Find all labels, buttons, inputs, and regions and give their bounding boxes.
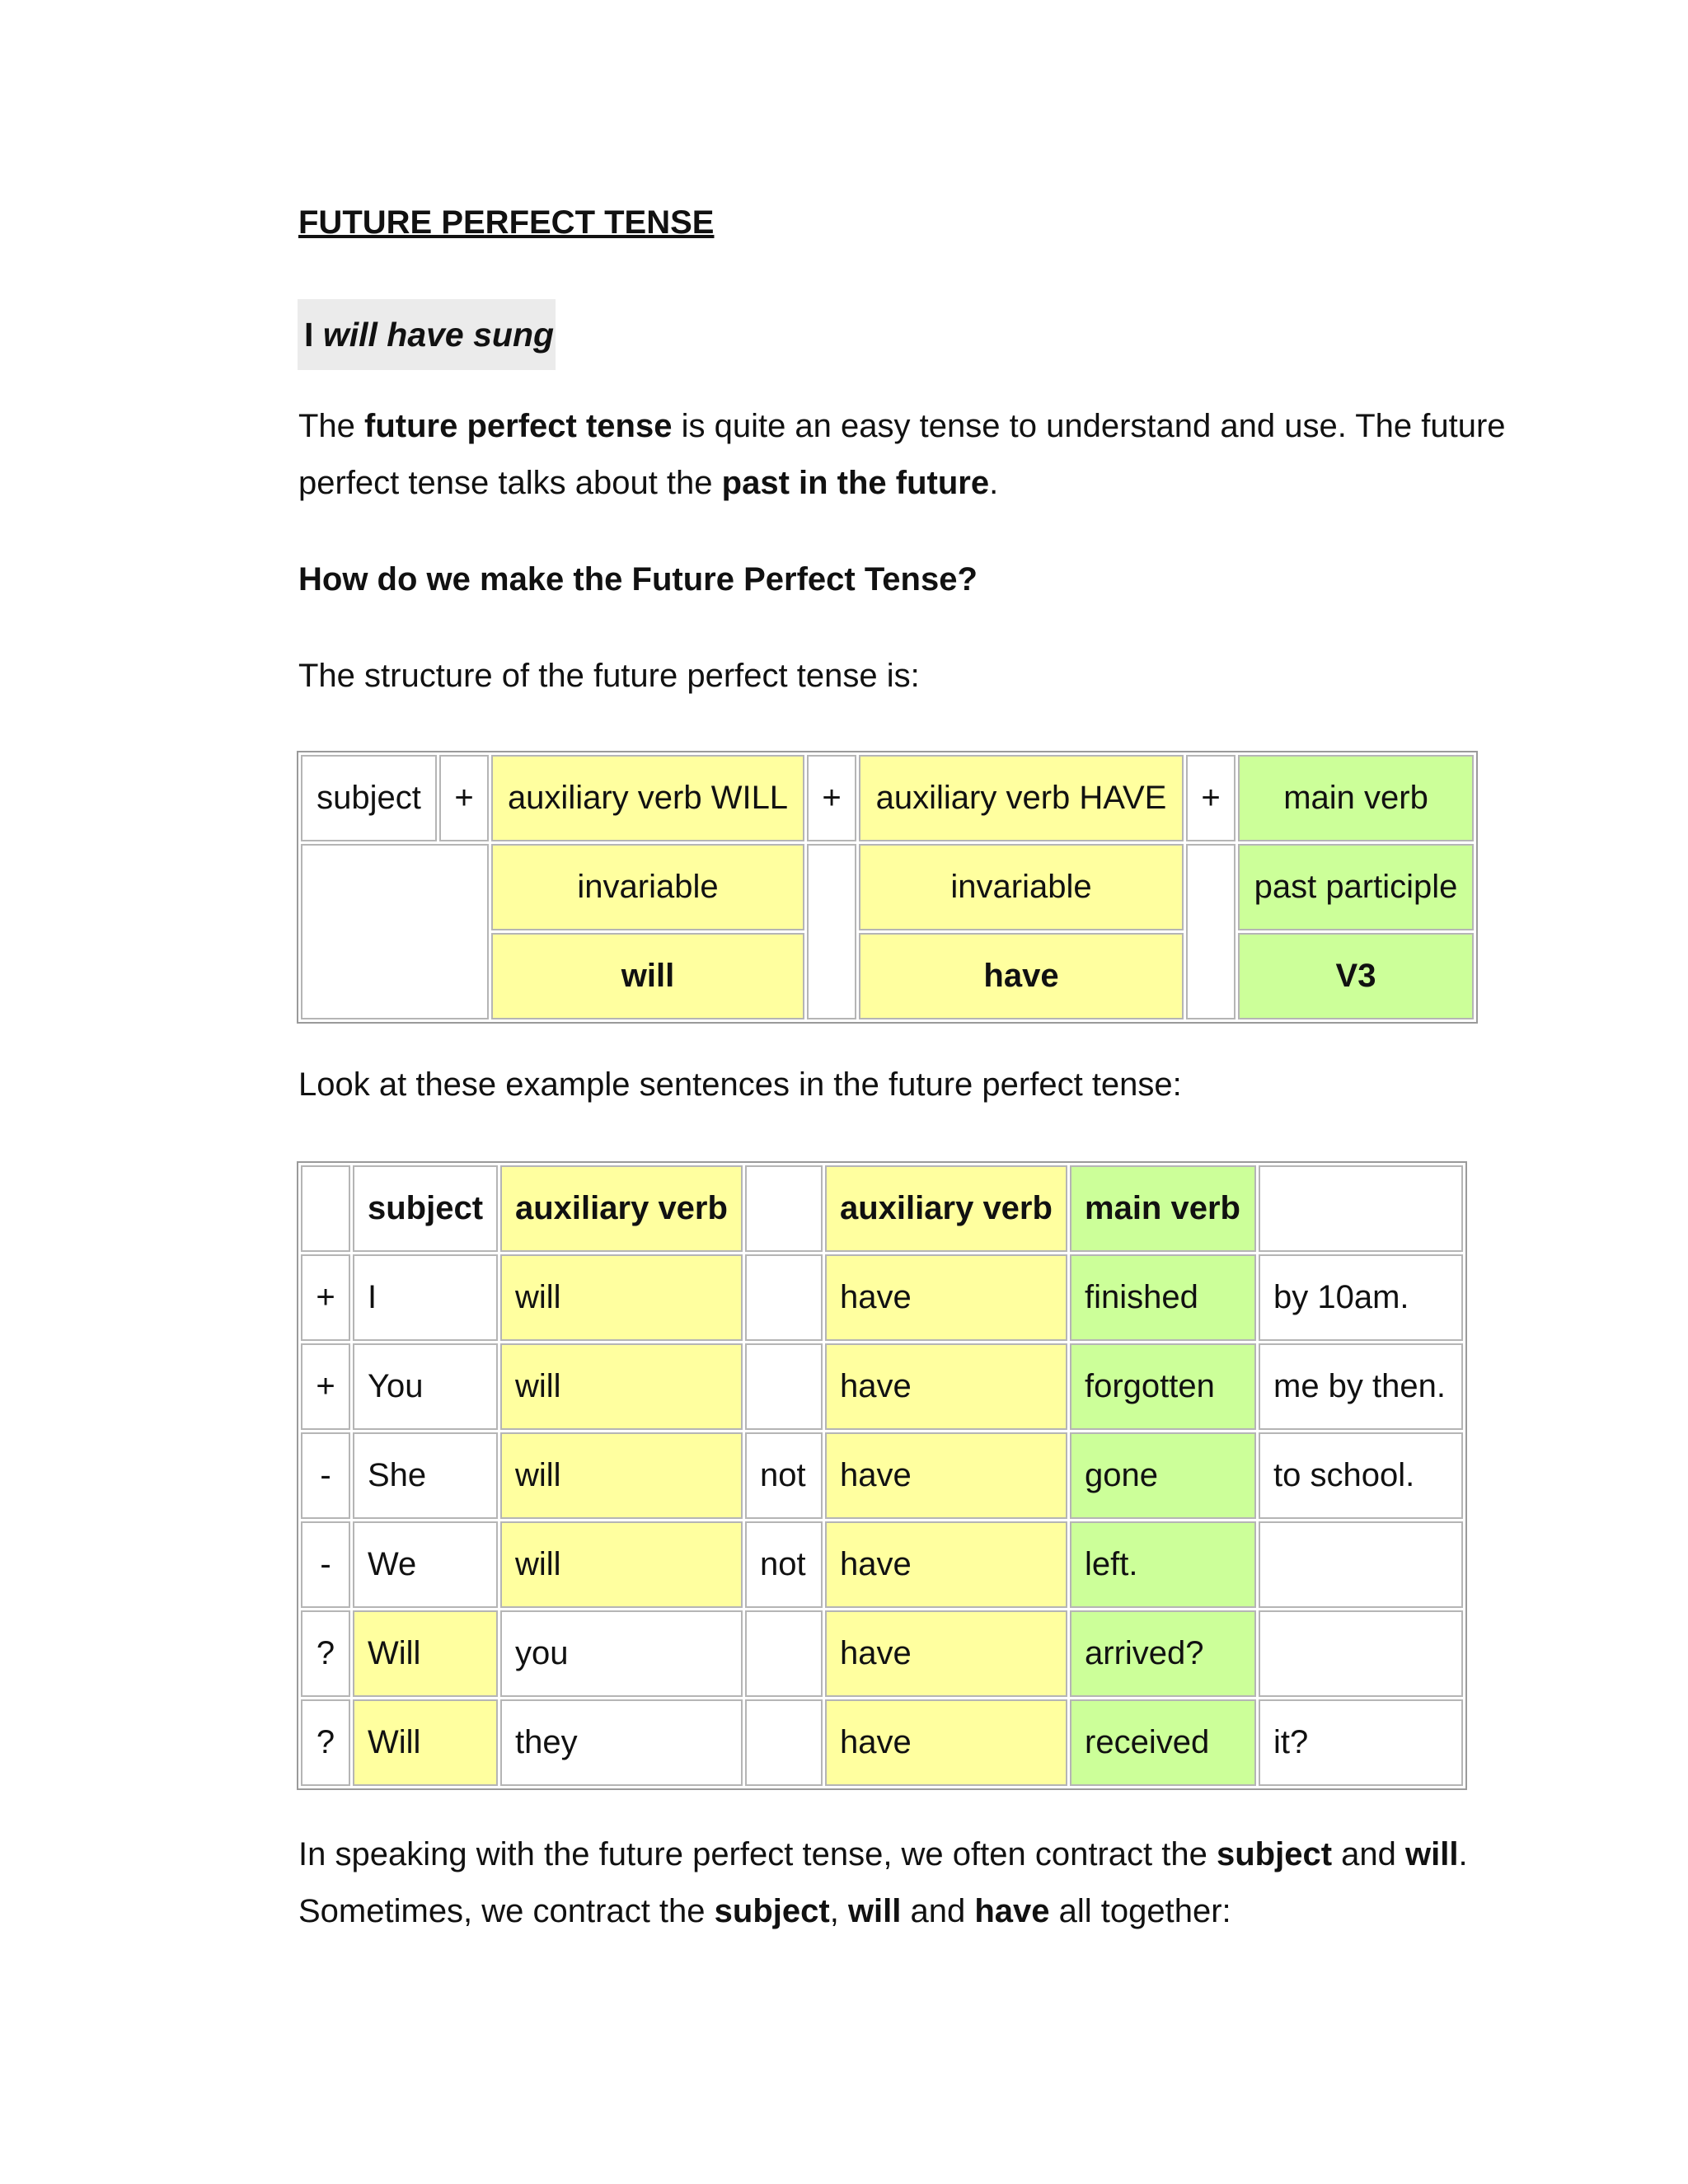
page-title: FUTURE PERFECT TENSE — [298, 204, 715, 241]
header-cell — [745, 1165, 823, 1252]
table-cell: have — [825, 1610, 1067, 1697]
structure-cell: subject — [301, 755, 437, 841]
table-cell: You — [353, 1343, 498, 1430]
closing-text-2: and — [1332, 1836, 1405, 1872]
structure-cell: invariable — [491, 844, 804, 930]
intro-text-3: . — [989, 465, 999, 501]
table-cell: She — [353, 1432, 498, 1519]
table-cell: finished — [1070, 1254, 1256, 1341]
table-cell: ? — [301, 1699, 350, 1786]
structure-cell — [1186, 844, 1236, 1019]
structure-cell — [301, 844, 489, 1019]
table-cell: We — [353, 1521, 498, 1608]
example-sentence-box — [298, 299, 556, 370]
how-heading: How do we make the Future Perfect Tense? — [298, 561, 978, 598]
structure-cell: will — [491, 933, 804, 1019]
closing-bold-3: subject — [714, 1893, 830, 1929]
table-row — [301, 1610, 1463, 1697]
examples-table — [298, 1163, 1465, 1788]
structure-cell: main verb — [1238, 755, 1474, 841]
table-cell: will — [500, 1254, 743, 1341]
structure-cell: V3 — [1238, 933, 1474, 1019]
intro-text-1: The — [298, 408, 365, 444]
table-cell: me by then. — [1259, 1343, 1463, 1430]
structure-table — [298, 752, 1476, 1022]
structure-cell: + — [1186, 755, 1236, 841]
table-cell: - — [301, 1432, 350, 1519]
table-cell: - — [301, 1521, 350, 1608]
closing-text-3: . Sometimes, we contract the — [298, 1836, 1468, 1929]
table-row — [301, 1343, 1463, 1430]
table-cell — [1259, 1610, 1463, 1697]
table-row — [301, 1521, 1463, 1608]
closing-paragraph — [298, 1826, 1518, 1940]
table-cell: you — [500, 1610, 743, 1697]
header-cell — [1259, 1165, 1463, 1252]
table-row — [301, 1432, 1463, 1519]
table-cell: arrived? — [1070, 1610, 1256, 1697]
example-verb: will have sung — [322, 316, 555, 354]
table-cell: have — [825, 1521, 1067, 1608]
structure-intro: The structure of the future perfect tense is: — [298, 658, 920, 694]
table-cell: not — [745, 1521, 823, 1608]
intro-text-2: is quite an easy tense to understand and use. The future perfect tense talks about the — [298, 408, 1506, 501]
table-cell: forgotten — [1070, 1343, 1256, 1430]
structure-row — [301, 844, 1474, 930]
closing-text-4: , — [829, 1893, 848, 1929]
header-cell: subject — [353, 1165, 498, 1252]
structure-cell: past participle — [1238, 844, 1474, 930]
table-cell — [745, 1343, 823, 1430]
structure-cell: + — [439, 755, 489, 841]
table-cell: ? — [301, 1610, 350, 1697]
table-cell: gone — [1070, 1432, 1256, 1519]
table-cell: + — [301, 1343, 350, 1430]
structure-cell: have — [859, 933, 1184, 1019]
intro-bold-1: future perfect tense — [364, 408, 673, 444]
intro-bold-2: past in the future — [721, 465, 990, 501]
table-cell: to school. — [1259, 1432, 1463, 1519]
closing-text-6: all together: — [1049, 1893, 1231, 1929]
closing-bold-4: will — [847, 1893, 902, 1929]
table-cell: have — [825, 1343, 1067, 1430]
table-cell — [1259, 1521, 1463, 1608]
table-cell: + — [301, 1254, 350, 1341]
closing-text-1: In speaking with the future perfect tense, we often contract the — [298, 1836, 1217, 1872]
closing-text-5: and — [901, 1893, 975, 1929]
closing-bold-1: subject — [1216, 1836, 1333, 1872]
structure-row — [301, 755, 1474, 841]
header-cell — [301, 1165, 350, 1252]
intro-paragraph — [298, 398, 1518, 512]
table-cell: Will — [353, 1610, 498, 1697]
structure-cell: invariable — [859, 844, 1184, 930]
closing-bold-2: will — [1405, 1836, 1459, 1872]
table-cell: will — [500, 1343, 743, 1430]
structure-cell: auxiliary verb HAVE — [859, 755, 1184, 841]
structure-cell — [807, 844, 856, 1019]
table-cell: Will — [353, 1699, 498, 1786]
table-cell: received — [1070, 1699, 1256, 1786]
table-cell: left. — [1070, 1521, 1256, 1608]
table-row — [301, 1254, 1463, 1341]
table-cell: I — [353, 1254, 498, 1341]
header-cell: main verb — [1070, 1165, 1256, 1252]
examples-header-row — [301, 1165, 1463, 1252]
table-cell: will — [500, 1521, 743, 1608]
table-cell — [745, 1610, 823, 1697]
header-cell: auxiliary verb — [500, 1165, 743, 1252]
table-cell: it? — [1259, 1699, 1463, 1786]
table-cell: have — [825, 1254, 1067, 1341]
table-cell — [745, 1699, 823, 1786]
table-cell: they — [500, 1699, 743, 1786]
structure-cell: + — [807, 755, 856, 841]
table-cell: have — [825, 1699, 1067, 1786]
structure-cell: auxiliary verb WILL — [491, 755, 804, 841]
table-row — [301, 1699, 1463, 1786]
table-cell: will — [500, 1432, 743, 1519]
example-subject: I — [304, 316, 314, 354]
table-cell: have — [825, 1432, 1067, 1519]
header-cell: auxiliary verb — [825, 1165, 1067, 1252]
examples-intro: Look at these example sentences in the future perfect tense: — [298, 1066, 1182, 1103]
table-cell — [745, 1254, 823, 1341]
table-cell: not — [745, 1432, 823, 1519]
table-cell: by 10am. — [1259, 1254, 1463, 1341]
closing-bold-5: have — [974, 1893, 1050, 1929]
